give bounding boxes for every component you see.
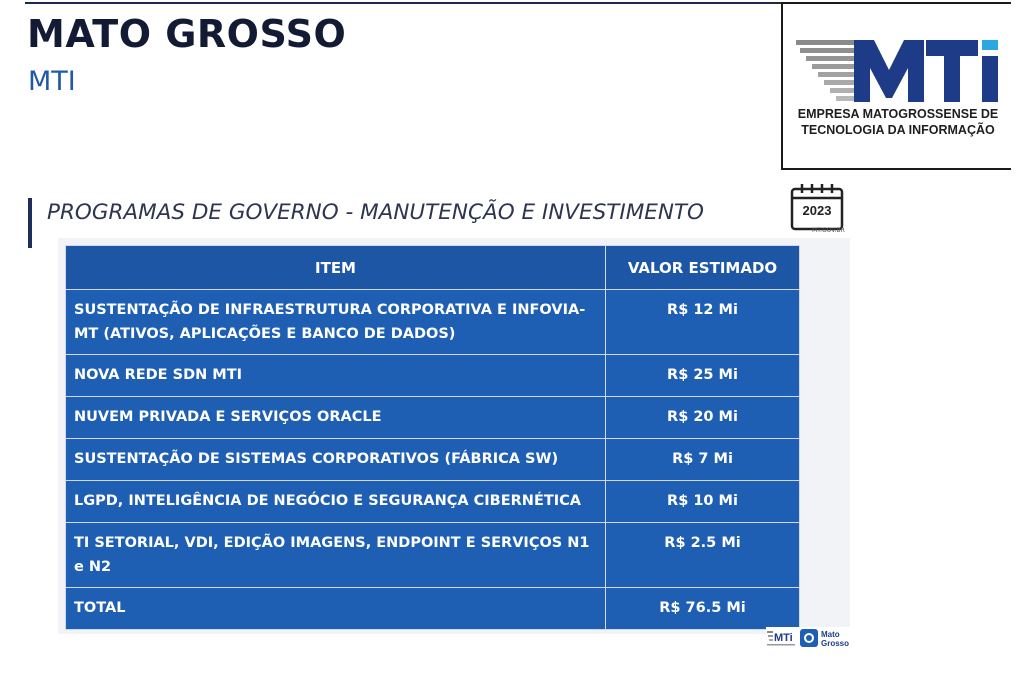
mti-logo-icon — [796, 38, 1004, 104]
total-label: TOTAL — [66, 588, 606, 630]
table-row — [66, 523, 800, 588]
row-item: NUVEM PRIVADA E SERVIÇOS ORACLE — [66, 397, 606, 439]
table-row — [66, 439, 800, 481]
programs-table — [65, 245, 800, 630]
table-total-row — [66, 588, 800, 630]
row-item: SUSTENTAÇÃO DE INFRAESTRUTURA CORPORATIVA E INFOVIA-MT (ATIVOS, APLICAÇÕES E BANCO DE DADOS) — [66, 290, 606, 355]
calendar-year: 2023 — [802, 203, 832, 218]
org-subtitle: MTI — [28, 66, 76, 97]
logo-caption-line1: EMPRESA MATOGROSSENSE DE — [797, 107, 999, 121]
row-item: TI SETORIAL, VDI, EDIÇÃO IMAGENS, ENDPOINT E SERVIÇOS N1 e N2 — [66, 523, 606, 588]
header-item: ITEM — [66, 246, 606, 290]
total-value: R$ 76.5 Mi — [606, 588, 800, 630]
logo-caption — [783, 106, 1013, 138]
row-item: NOVA REDE SDN MTI — [66, 355, 606, 397]
footer-logos — [766, 627, 854, 649]
mti-logo-box — [781, 2, 1011, 170]
state-title: MATO GROSSO — [27, 12, 347, 56]
row-value: R$ 25 Mi — [606, 355, 800, 397]
table-row — [66, 397, 800, 439]
row-value: R$ 12 Mi — [606, 290, 800, 355]
slide-accent-bar — [28, 198, 32, 248]
row-value: R$ 10 Mi — [606, 481, 800, 523]
row-item: SUSTENTAÇÃO DE SISTEMAS CORPORATIVOS (FÁBRICA SW) — [66, 439, 606, 481]
table-row — [66, 481, 800, 523]
calendar-subtext: MT.GOV.BR — [812, 227, 845, 234]
top-rule — [25, 2, 782, 4]
logo-caption-line2: TECNOLOGIA DA INFORMAÇÃO — [801, 123, 995, 137]
footer-gov-line1: Mato — [821, 630, 840, 639]
footer-mti-mark: MTi — [774, 632, 793, 644]
header-value: VALOR ESTIMADO — [606, 246, 800, 290]
slide-title: PROGRAMAS DE GOVERNO - MANUTENÇÃO E INVESTIMENTO — [47, 200, 704, 225]
row-item: LGPD, INTELIGÊNCIA DE NEGÓCIO E SEGURANÇA CIBERNÉTICA — [66, 481, 606, 523]
row-value: R$ 2.5 Mi — [606, 523, 800, 588]
table-row — [66, 290, 800, 355]
footer-gov-line2: Grosso — [821, 639, 850, 648]
row-value: R$ 7 Mi — [606, 439, 800, 481]
table-header-row — [66, 246, 800, 290]
row-value: R$ 20 Mi — [606, 397, 800, 439]
table-row — [66, 355, 800, 397]
